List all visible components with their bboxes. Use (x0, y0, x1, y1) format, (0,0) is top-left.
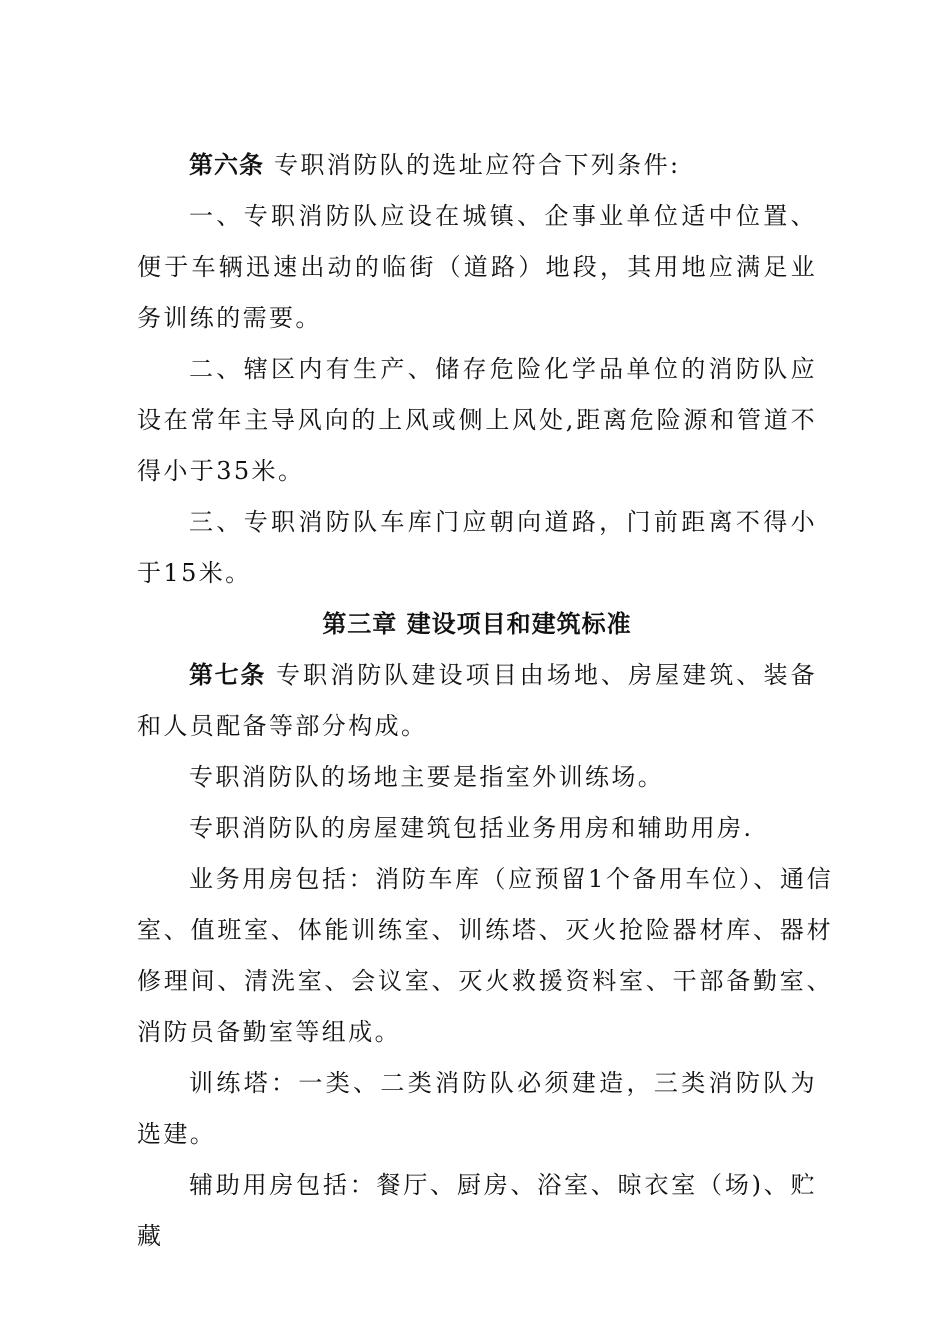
document-page (137, 140, 833, 1262)
article-7-training-tower-paragraph: 训练塔：一类、二类消防队必须建造，三类消防队为选建。 (137, 1069, 817, 1148)
article-7-building-paragraph: 专职消防队的房屋建筑包括业务用房和辅助用房. (189, 814, 754, 842)
article-7-site-paragraph: 专职消防队的场地主要是指室外训练场。 (189, 763, 665, 791)
article-7-label: 第七条 (189, 661, 267, 689)
article-7-business-rooms-paragraph: 业务用房包括：消防车库（应预留1个备用车位）、通信室、值班室、体能训练室、训练塔、灭火抢险器材库、器材修理间、清洗室、会议室、灭火救援资料室、干部备勤室、消防员备勤室等组成。 (137, 865, 833, 1046)
article-7-intro (137, 650, 817, 752)
article-6-item-3: 三、专职消防队车库门应朝向道路，门前距离不得小于15米。 (137, 508, 817, 587)
article-6-item-2: 二、辖区内有生产、储存危险化学品单位的消防队应设在常年主导风向的上风或侧上风处,距离危险源和管道不得小于35米。 (137, 355, 817, 485)
article-6-intro (137, 140, 817, 191)
chapter-3-heading: 第三章 建设项目和建筑标准 (322, 610, 632, 638)
article-7-intro-text: 专职消防队建设项目由场地、房屋建筑、装备和人员配备等部分构成。 (137, 661, 817, 740)
article-6-intro-text: 专职消防队的选址应符合下列条件: (274, 151, 681, 179)
article-6-label: 第六条 (189, 151, 264, 179)
article-6-item-1: 一、专职消防队应设在城镇、企事业单位适中位置、便于车辆迅速出动的临街（道路）地段，其用地应满足业务训练的需要。 (137, 202, 817, 332)
article-7-auxiliary-rooms-paragraph: 辅助用房包括：餐厅、厨房、浴室、晾衣室（场)、贮藏 (137, 1171, 817, 1250)
